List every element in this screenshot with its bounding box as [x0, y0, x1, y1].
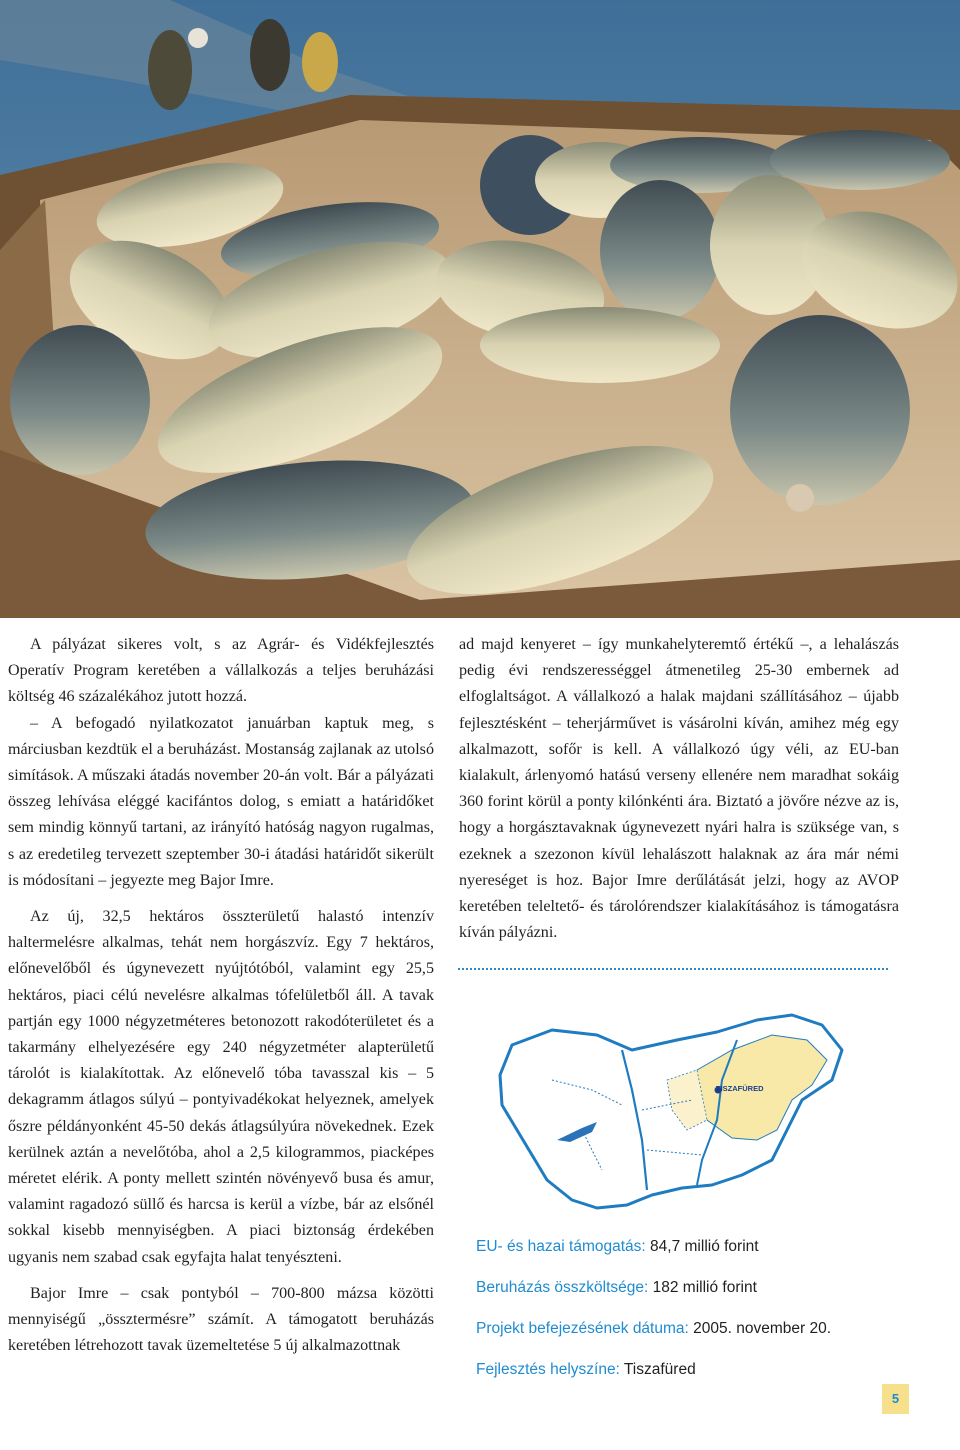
info-row-total-cost	[476, 1277, 906, 1318]
hungary-map	[492, 1010, 854, 1215]
info-label: EU- és hazai támogatás:	[476, 1238, 646, 1255]
info-label: Projekt befejezésének dátuma:	[476, 1320, 689, 1337]
article-right-column	[459, 632, 899, 946]
info-value: 182 millió forint	[648, 1279, 757, 1296]
info-row-funding	[476, 1236, 906, 1277]
info-row-location	[476, 1359, 906, 1400]
info-row-completion-date	[476, 1318, 906, 1359]
article-left-column	[8, 632, 434, 1359]
paragraph: Bajor Imre – csak pontyból – 700-800 mázsa közötti mennyiségű „össztermésre” számít. A támogatott beruházás keretében létrehozott tavak üzemeltetése 5 új alkalmazottnak	[8, 1284, 434, 1355]
dotted-divider	[458, 968, 888, 970]
info-label: Fejlesztés helyszíne:	[476, 1361, 620, 1378]
page-number: 5	[882, 1384, 909, 1414]
info-value: Tiszafüred	[619, 1361, 696, 1378]
paragraph: – A befogadó nyilatkozatot januárban kaptuk meg, s márciusban kezdtük el a beruházást. Mostanság zajlanak az utolsó simítások. A műszaki átadás november 20-án volt. Bár a pályázati összeg lehívása eléggé kacifántos dolog, s emiatt a határidőket sem mindig könnyű tartani, az irányító hatóság nagyon rugalmas, s az eredetileg tervezett szeptember 30-i átadási határidőt sikerült is módosítani – jegyezte meg Bajor Imre.	[8, 714, 434, 889]
map-marker-label: TISZAFÜRED	[716, 1084, 764, 1093]
info-label: Beruházás összköltsége:	[476, 1279, 649, 1296]
project-info-box	[476, 1236, 906, 1400]
paragraph: Az új, 32,5 hektáros összterületű halastó intenzív haltermelésre alkalmas, tehát nem horgászvíz. Egy 7 hektáros, előnevelőből és úgynevezett nyújtótóból, valamint egy 25,5 hektáros, piaci célú nevelésre alkalmas tófelületből áll. A tavak partján egy 1000 négyzetméteres betonozott rakodóterületet és a takarmány elhelyezésére egy 240 négyzetméter alapterületű tárolót is kialakítottak. Az előnevelő tóba tavasszal kis – 5 dekagramm átlagos súlyú – pontyivadékokat helyeznek, amelyek őszre példányonként 45-50 dekás átlagsúlyúra növekednek. Ezek kerülnek aztán a nevelőtóba, ahol a 2,5 kilogrammos, piacképes méretet elérik. A ponty mellett szintén növényevő busa és amur, valamint ragadozó süllő és harcsa is kerül a vízbe, bár az elsőnél sokkal kisebb mennyiségben. A piaci biztonság érdekében ugyanis nem szabad csak egyfajta halat tenyészteni.	[8, 908, 434, 1266]
paragraph: A pályázat sikeres volt, s az Agrár- és Vidékfejlesztés Operatív Program keretében a vállalkozás a teljes beruházási költség 46 százalékához jutott hozzá.	[8, 636, 434, 706]
info-value: 2005. november 20.	[688, 1320, 832, 1337]
info-value: 84,7 millió forint	[645, 1238, 759, 1255]
paragraph: ad majd kenyeret – így munkahelyteremtő értékű –, a lehalászás pedig évi rendszerességgel átmenetileg 25-30 embernek ad elfoglaltságot. A vállalkozó a halak majdani szállításához – újabb fejlesztésként – teherjárművet is vásárolni kíván, amihez még egy alkalmazott, sofőr is kell. A vállalkozó úgy véli, az EU-ban kialakult, árlenyomó hatású verseny ellenére nem maradhat sokáig 360 forint körül a ponty kilónkénti ára. Biztató a jövőre nézve az is, hogy a horgásztavaknak úgynevezett nyári halra is szüksége van, s ezeknek a szezonon kívül lehalászott halaknak az ára már némi nyereséget is hoz. Bajor Imre derűlátását jelzi, hogy az AVOP keretében teleltető- és tárolórendszer kialakításához is támogatásra kíván pályázni.	[459, 636, 899, 942]
fish-harvest-photo	[0, 0, 960, 618]
